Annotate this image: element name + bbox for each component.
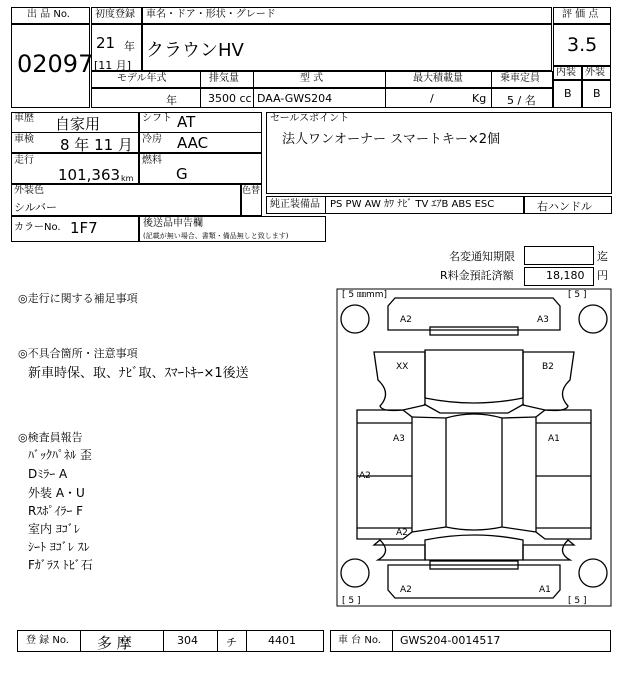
tire-rear-right — [579, 559, 607, 587]
tire-rear-left — [341, 559, 369, 587]
registration-number: 4401 — [268, 634, 296, 647]
mileage-label: 走行 — [14, 155, 34, 166]
lot-number: 02097 — [17, 50, 94, 78]
tire-front-left — [341, 305, 369, 333]
inspector-item: 室内 ﾖｺﾞﾚ — [28, 522, 80, 536]
front-plate — [430, 327, 518, 335]
inspector-item: ｼｰﾄ ﾖｺﾞﾚ ｽﾚ — [28, 540, 90, 554]
fender-rear-left — [374, 540, 425, 560]
ac-value: AAC — [177, 134, 209, 152]
type-value: DAA-GWS204 — [257, 92, 333, 105]
score-label: 評 価 点 — [562, 9, 599, 20]
inspection-value: 8 年 11 月 — [60, 136, 133, 154]
recycle-fee-value: 18,180 — [546, 269, 585, 282]
tire-tr-label: [ 5 ] — [568, 290, 587, 300]
mileage-unit: km — [121, 174, 134, 183]
inspector-item: 外装 A・U — [28, 486, 85, 500]
aftermarket-label: 後送品申告欄 — [143, 218, 203, 229]
registration-area: 多 摩 — [97, 634, 132, 652]
inspector-title: ◎検査員報告 — [18, 431, 83, 444]
recycle-fee-unit: 円 — [597, 269, 608, 282]
equipment-items: PS PW AW ｶﾜ ﾅﾋﾞ TV ｴｱB ABS ESC — [330, 199, 495, 210]
mileage-value: 101,363 — [58, 166, 121, 184]
damage-mark: B2 — [542, 362, 554, 372]
aftermarket-note: (記載が無い場合、書類・備品無しと致します) — [143, 232, 289, 240]
exterior-label: 外装 — [585, 67, 605, 78]
damage-mark: XX — [396, 362, 409, 372]
history-label: 車歴 — [14, 113, 34, 124]
inspector-item: Rｽﾎﾟｲﾗｰ F — [28, 504, 84, 518]
ac-label: 冷房 — [142, 134, 162, 145]
tire-tl-label: [ 5 ㎜mm] — [342, 290, 388, 300]
fuel-label: 燃料 — [142, 155, 162, 166]
fender-front-right — [523, 352, 574, 411]
fender-front-left — [374, 352, 425, 411]
model-year-unit: 年 — [166, 94, 177, 107]
shift-value: AT — [177, 113, 196, 131]
tire-br-label: [ 5 ] — [568, 596, 587, 606]
car-name-label: 車名・ドア・形状・グレード — [146, 9, 276, 20]
first-reg-year-unit: 年 — [124, 40, 135, 53]
damage-mark: A2 — [396, 528, 408, 538]
tire-front-right — [579, 305, 607, 333]
color-no-value: 1F7 — [70, 219, 98, 237]
recycle-fee-label: R料金預託済額 — [440, 269, 514, 282]
hood — [425, 350, 523, 403]
driving-notes-title: ◎走行に関する補足事項 — [18, 292, 138, 305]
chassis-label: 車 台 No. — [338, 635, 381, 646]
damage-mark: A3 — [537, 315, 549, 325]
interior-value: B — [564, 87, 572, 100]
transfer-deadline-unit: 迄 — [597, 250, 608, 263]
damage-mark: A3 — [393, 434, 405, 444]
first-reg-year: 21 — [96, 34, 116, 52]
front-bumper — [388, 298, 560, 330]
defect-text: 新車時保、取、ﾅﾋﾞ取、ｽﾏｰﾄｷｰ×1後送 — [28, 366, 249, 381]
registration-kana: チ — [226, 636, 237, 649]
roof — [446, 414, 502, 530]
equipment-label: 純正装備品 — [270, 199, 320, 210]
registration-label: 登 録 No. — [26, 635, 69, 646]
color-label: 外装色 — [14, 185, 44, 196]
capacity-label: 乗車定員 — [500, 73, 540, 84]
defect-title: ◎不具合箇所・注意事項 — [18, 347, 138, 360]
max-load-value: / — [430, 92, 434, 105]
color-no-label: カラーNo. — [14, 222, 61, 233]
sales-point-text: 法人ワンオーナー スマートキー×2個 — [282, 132, 501, 147]
lot-label: 出 品 No. — [27, 9, 70, 20]
color-value: シルバー — [14, 201, 57, 214]
first-reg-month: [11 月] — [94, 59, 132, 72]
fuel-value: G — [176, 165, 188, 183]
damage-mark: A1 — [548, 434, 560, 444]
rear-bumper — [388, 565, 560, 598]
side-right — [536, 410, 591, 539]
damage-mark: A2 — [400, 585, 412, 595]
recolor-label: 色替 — [242, 186, 261, 196]
fender-rear-right — [523, 540, 574, 560]
score-value: 3.5 — [567, 34, 598, 56]
first-reg-label: 初度登録 — [95, 9, 135, 20]
inspector-item: Fｶﾞﾗｽ ﾄﾋﾞ石 — [28, 558, 93, 572]
sales-point-label: セールスポイント — [270, 113, 350, 124]
model-year-label: モデル年式 — [117, 73, 167, 84]
damage-mark: A1 — [539, 585, 551, 595]
shift-label: シフト — [142, 113, 172, 124]
max-load-unit: Kg — [472, 92, 487, 105]
chassis-number: GWS204-0014517 — [400, 634, 501, 647]
registration-class: 304 — [177, 634, 198, 647]
interior-label: 内装 — [556, 67, 576, 78]
inspector-item: Dﾐﾗｰ A — [28, 467, 68, 481]
exterior-value: B — [593, 87, 601, 100]
damage-mark: A2 — [359, 471, 371, 481]
max-load-label: 最大積載量 — [413, 73, 463, 84]
inspector-item: ﾊﾞｯｸﾊﾟﾈﾙ 歪 — [28, 448, 92, 462]
capacity-value: 5 / 名 — [507, 94, 536, 107]
damage-mark: A2 — [400, 315, 412, 325]
windshield — [424, 404, 524, 413]
inspection-label: 車検 — [14, 134, 34, 145]
transfer-deadline-label: 名変通知期限 — [449, 250, 515, 263]
car-name: クラウンHV — [146, 40, 244, 61]
trunk — [425, 535, 523, 560]
displacement-value: 3500 cc — [208, 92, 252, 105]
type-label: 型 式 — [300, 73, 324, 84]
tire-bl-label: [ 5 ] — [342, 596, 361, 606]
displacement-label: 排気量 — [209, 73, 239, 84]
history-value: 自家用 — [55, 115, 101, 133]
handle-value: 右ハンドル — [537, 200, 592, 213]
